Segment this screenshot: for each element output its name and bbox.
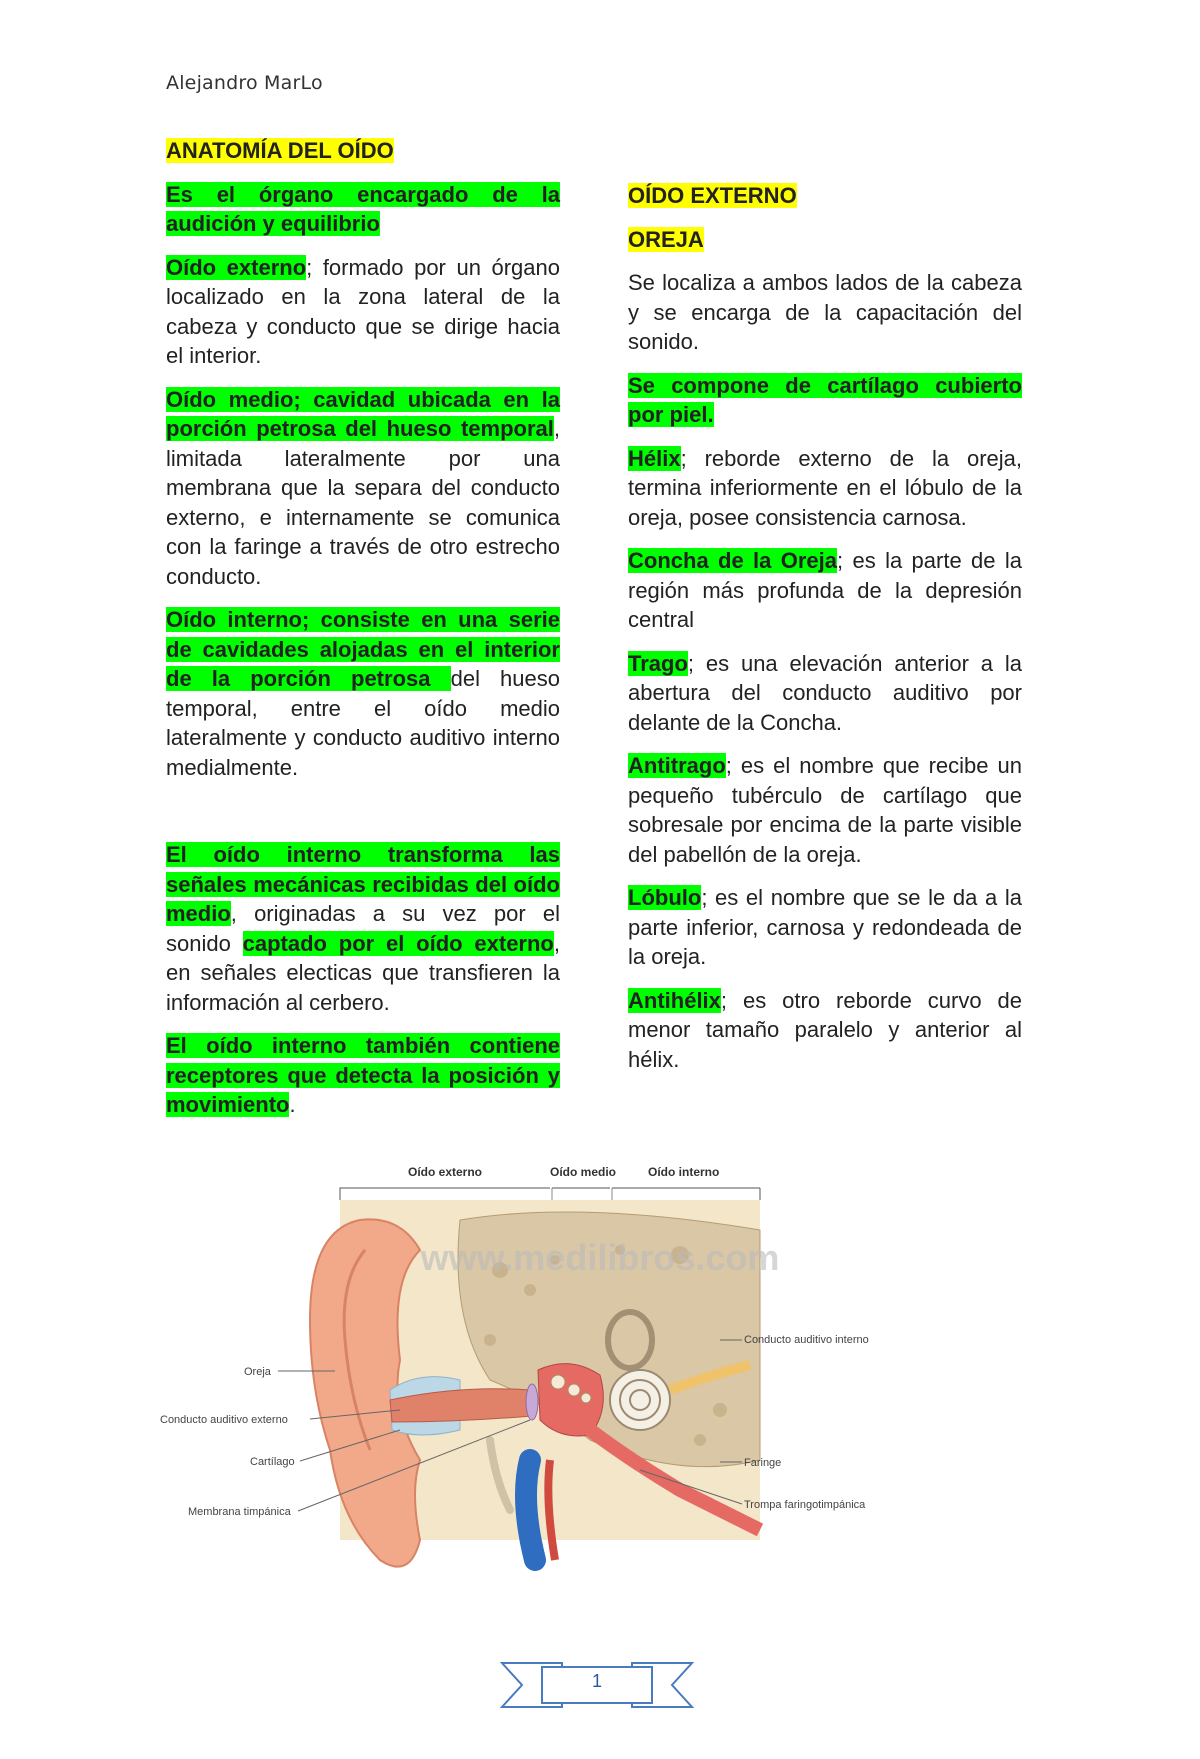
- transforma-paragraph: [166, 840, 560, 1017]
- localiza-paragraph: Se localiza a ambos lados de la cabeza y se encarga de la capacitación del sonido.: [628, 270, 1022, 354]
- intro-paragraph: [166, 180, 560, 239]
- intro-text: Es el órgano encargado de la audición y equilibrio: [166, 181, 560, 236]
- main-title-text: ANATOMÍA DEL OÍDO: [166, 138, 394, 163]
- ear-diagram: [160, 1160, 1040, 1600]
- interno-paragraph: [166, 605, 560, 782]
- medio-paragraph: [166, 385, 560, 592]
- helix-term: Hélix: [628, 445, 681, 471]
- subsection-title-text: OREJA: [628, 226, 704, 252]
- lobulo-text: ; es el nombre que se le da a la parte inferior, carnosa y redondeada de la oreja.: [628, 885, 1022, 969]
- receptores-text: .: [289, 1092, 296, 1117]
- antihelix-paragraph: [628, 986, 1022, 1075]
- concha-text: ; es la parte de la región más profunda de la depresión central: [628, 548, 1022, 632]
- section-title-text: OÍDO EXTERNO: [628, 183, 797, 208]
- label-oido-externo: Oído externo: [408, 1165, 483, 1179]
- antitrago-text: ; es el nombre que recibe un pequeño tubérculo de cartílago que sobresale por encima de la parte visible del pabellón de la oreja.: [628, 753, 1022, 867]
- spacer: [166, 796, 560, 840]
- lobulo-paragraph: [628, 883, 1022, 972]
- ear-anatomy-figure: [160, 1160, 1040, 1600]
- tympanic-membrane: [526, 1384, 538, 1420]
- transforma-text-1: , originadas a su vez por el sonido: [166, 901, 560, 956]
- concha-paragraph: [628, 546, 1022, 635]
- compone-text: Se compone de cartílago cubierto por piel.: [628, 372, 1022, 427]
- label-oido-interno: Oído interno: [648, 1165, 720, 1179]
- label-conducto-interno: Conducto auditivo interno: [744, 1334, 869, 1346]
- externo-term: Oído externo: [166, 254, 307, 280]
- main-title: [166, 136, 560, 166]
- label-membrana: Membrana timpánica: [188, 1506, 291, 1518]
- concha-term: Concha de la Oreja: [628, 548, 838, 573]
- bracket-externo: [340, 1188, 550, 1200]
- helix-text: ; reborde externo de la oreja, termina inferiormente en el lóbulo de la oreja, posee consistencia carnosa.: [628, 445, 1022, 530]
- receptores-term: El oído interno también contiene receptores que detecta la posición y movimiento: [166, 1033, 560, 1117]
- antihelix-term: Antihélix: [628, 987, 721, 1013]
- interno-term: Oído interno; consiste en una serie de cavidades alojadas en el interior de la porción petrosa: [166, 607, 560, 691]
- compone-paragraph: [628, 371, 1022, 430]
- interno-text: del hueso temporal, entre el oído medio lateralmente y conducto auditivo interno medialmente.: [166, 666, 560, 780]
- label-cartilago: Cartílago: [250, 1456, 295, 1468]
- label-conducto-externo: Conducto auditivo externo: [160, 1414, 288, 1426]
- antihelix-text: ; es otro reborde curvo de menor tamaño paralelo y anterior al hélix.: [628, 987, 1022, 1072]
- transforma-term: El oído interno transforma las señales mecánicas recibidas del oído medio: [166, 842, 560, 926]
- label-faringe: Faringe: [744, 1457, 782, 1469]
- receptores-paragraph: [166, 1031, 560, 1120]
- lobulo-term: Lóbulo: [628, 885, 702, 910]
- label-oido-medio: Oído medio: [550, 1165, 616, 1179]
- watermark: www.medilibros.com: [420, 1237, 780, 1278]
- antitrago-paragraph: [628, 751, 1022, 869]
- label-oreja: Oreja: [244, 1366, 271, 1378]
- medio-term: Oído medio; cavidad ubicada en la porción petrosa del hueso temporal: [166, 386, 560, 441]
- label-trompa: Trompa faringotimpánica: [744, 1499, 866, 1511]
- trago-text: ; es una elevación anterior a la abertura del conducto auditivo por delante de la Concha.: [628, 650, 1022, 735]
- externo-paragraph: [166, 253, 560, 371]
- helix-paragraph: [628, 444, 1022, 533]
- transforma-term-2: captado por el oído externo: [242, 930, 554, 956]
- left-column: [166, 136, 560, 1134]
- page-number-box: [492, 1655, 702, 1715]
- subsection-title: [628, 225, 1022, 255]
- section-title: [628, 181, 1022, 211]
- antitrago-term: Antitrago: [628, 753, 726, 778]
- middle-ear-cavity: [538, 1364, 603, 1436]
- externo-text: ; formado por un órgano localizado en la zona lateral de la cabeza y conducto que se dirige hacia el interior.: [166, 254, 560, 368]
- right-column: [628, 181, 1022, 1088]
- trago-term: Trago: [628, 650, 688, 676]
- page-number: 1: [591, 1671, 602, 1691]
- jugular-vein: [526, 1460, 535, 1560]
- author-name: Alejandro MarLo: [166, 72, 323, 94]
- medio-text: , limitada lateralmente por una membrana que la separa del conducto externo, e internamente se comunica con la faringe a través de otro estrecho conducto.: [166, 416, 560, 589]
- transforma-text-2: , en señales electicas que transfieren la información al cerbero.: [166, 930, 560, 1015]
- trago-paragraph: [628, 649, 1022, 738]
